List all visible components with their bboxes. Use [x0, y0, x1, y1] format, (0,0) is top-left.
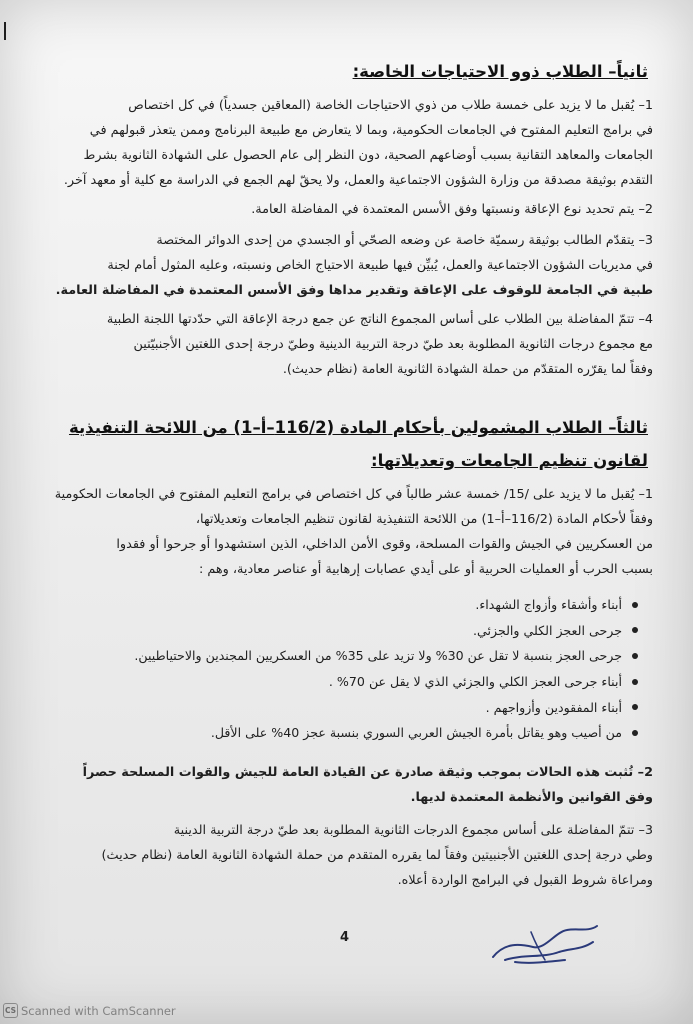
text-line: وفقاً لأحكام المادة (116/2–أ–1) من اللائحة التنفيذية لقانون تنظيم الجامعات وتعديلاتها، [195, 512, 653, 527]
text-line: 1– يُقبل ما لا يزيد على خمسة طلاب من ذوي الاحتياجات الخاصة (المعاقين جسدياً) في كل اختصاص [128, 98, 653, 113]
handwritten-signature [485, 902, 605, 972]
camscanner-logo-icon: CS [3, 1003, 18, 1018]
text-line: ومراعاة شروط القبول في البرامج الواردة أعلاه. [397, 873, 653, 888]
section2-paragraph-3 [43, 228, 653, 303]
text-line: 2– يتم تحديد نوع الإعاقة ونسبتها وفق الأسس المعتمدة في المفاضلة العامة. [251, 202, 653, 217]
section2-paragraph-2 [43, 197, 653, 222]
list-item: أبناء وأشقاء وأزواج الشهداء. [38, 592, 638, 618]
page-number: 4 [340, 930, 350, 945]
text-line: 1– يُقبل ما لا يزيد على /15/ خمسة عشر طالباً في كل اختصاص في برامج التعليم المفتوح في الجامعات الحكومية [54, 487, 653, 502]
bullet-icon [632, 602, 638, 608]
section3-title-line1: ثالثاً– الطلاب المشمولين بأحكام المادة (116/2–أ–1) من اللائحة التنفيذية [68, 418, 648, 437]
scanner-footer-text: Scanned with CamScanner [21, 1003, 176, 1018]
list-item: من أصيب وهو يقاتل بأمرة الجيش العربي السوري بنسبة عجز 40% على الأقل. [38, 720, 638, 746]
list-item: أبناء المفقودين وأزواجهم . [38, 694, 638, 720]
text-line: 3– يتقدّم الطالب بوثيقة رسميّة خاصة عن وضعه الصحّي أو الجسدي من إحدى الدوائر المختصة [156, 233, 653, 248]
page-edge-mark [4, 22, 6, 40]
text-line: من العسكريين في الجيش والقوات المسلحة، وقوى الأمن الداخلي، الذين استشهدوا أو جرحوا أو فقدوا [116, 537, 653, 552]
scanner-footer [3, 1003, 176, 1018]
text-line: التقدم بوثيقة مصدقة من وزارة الشؤون الاجتماعية والعمل، ولا يحقّ لهم الجمع في الدراسة مع كلية أو معهد آخر. [63, 173, 653, 188]
section2-paragraph-4 [43, 307, 653, 382]
text-line: 3– تتمّ المفاضلة على أساس مجموع الدرجات الثانوية المطلوبة بعد طيّ درجة التربية الدينية [173, 823, 653, 838]
bullet-icon [632, 730, 638, 736]
text-line: 4– تتمّ المفاضلة بين الطلاب على أساس المجموع الناتج عن جمع درجة الإعاقة التي حدّدتها اللجنة الطبية [106, 312, 653, 327]
text-line: وفق القوانين والأنظمة المعتمدة لديها. [410, 790, 653, 805]
section3-title-line2: لقانون تنظيم الجامعات وتعديلاتها: [371, 451, 648, 470]
text-line: مع مجموع درجات الثانوية المطلوبة بعد طيّ درجة التربية الدينية وطيّ درجة إحدى اللغتين الأجنبيّتين [133, 337, 653, 352]
section3-paragraph-3 [43, 818, 653, 893]
section3-paragraph-2 [43, 760, 653, 810]
text-line: وطي درجة إحدى اللغتين الأجنبيتين وفقاً لما يقرره المتقدم من حملة الشهادة الثانوية العامة (نظام حديث) [101, 848, 653, 863]
bullet-icon [632, 679, 638, 685]
text-line: طبية في الجامعة للوقوف على الإعاقة وتقدير مداها وفق الأسس المعتمدة في المفاضلة العامة. [55, 283, 653, 298]
text-line: بسبب الحرب أو العمليات الحربية أو على أيدي عصابات إرهابية أو عناصر معادية، وهم : [199, 562, 653, 577]
eligibility-bullet-list [38, 592, 638, 746]
bullet-icon [632, 627, 638, 633]
text-line: الجامعات والمعاهد التقانية بسبب أوضاعهم الصحية، دون النظر إلى عام الحصول على الشهادة الثانوية بشرط [83, 148, 653, 163]
list-item: جرحى العجز بنسبة لا تقل عن 30% ولا تزيد على 35% من العسكريين المجندين والاحتياطيين. [38, 643, 638, 669]
bullet-icon [632, 704, 638, 710]
list-item: أبناء جرحى العجز الكلي والجزئي الذي لا يقل عن 70% . [38, 669, 638, 695]
section2-paragraph-1 [43, 93, 653, 193]
list-item: جرحى العجز الكلي والجزئي. [38, 618, 638, 644]
section3-paragraph-1 [43, 482, 653, 582]
text-line: في مديريات الشؤون الاجتماعية والعمل، يُبيِّن فيها طبيعة الاحتياج الخاص ونسبته، وعليه المثول أمام لجنة [107, 258, 653, 273]
text-line: وفقاً لما يقرّره المتقدّم من حملة الشهادة الثانوية العامة (نظام حديث). [282, 362, 653, 377]
section2-title: ثانياً– الطلاب ذوو الاحتياجات الخاصة: [352, 62, 648, 81]
text-line: 2– تُثبت هذه الحالات بموجب وثيقة صادرة عن القيادة العامة للجيش والقوات المسلحة حصراً [82, 765, 653, 780]
text-line: في برامج التعليم المفتوح في الجامعات الحكومية، وبما لا يتعارض مع طبيعة البرنامج وممن يتعذر قبولهم في [89, 123, 653, 138]
bullet-icon [632, 653, 638, 659]
